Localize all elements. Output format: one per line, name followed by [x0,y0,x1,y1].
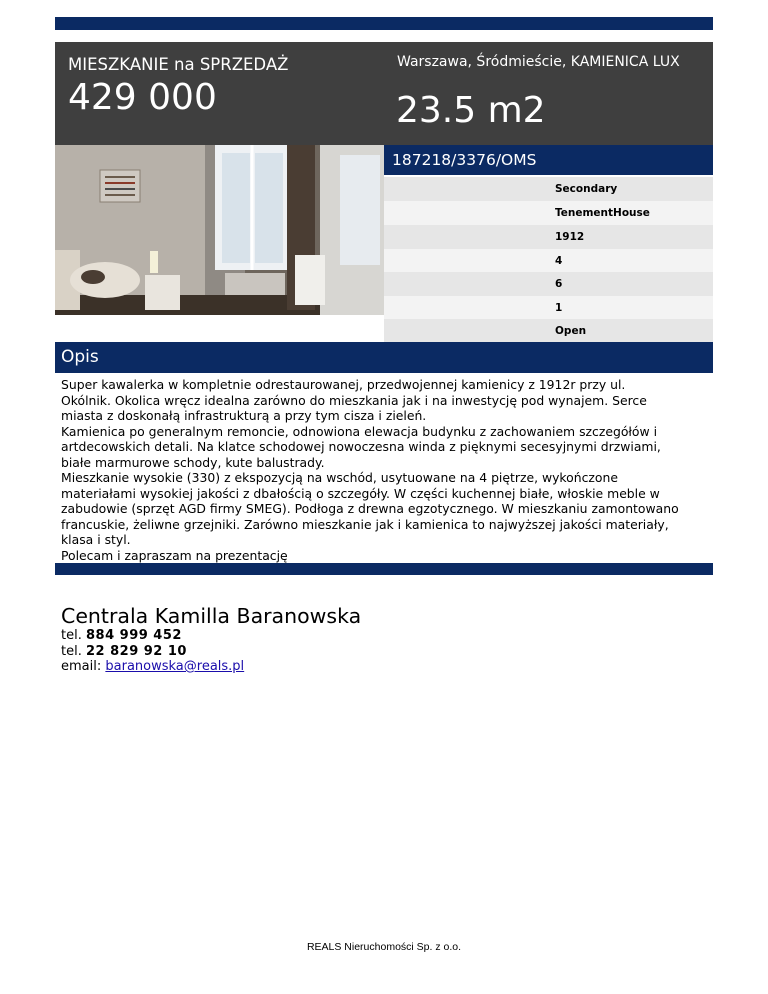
top-accent-bar [55,17,713,30]
contact-name: Centrala Kamilla Baranowska [61,604,362,628]
property-value: 4 [555,255,563,267]
description-line: Mieszkanie wysokie (330) z ekspozycją na wschód, usytuowane na 4 piętrze, wykończone [61,470,618,485]
email-link[interactable]: baranowska@reals.pl [105,659,245,674]
tel-label: tel. [61,643,82,659]
header-offer-panel [55,42,384,145]
description-line: Super kawalerka w kompletnie odrestaurowanej, przedwojennej kamienicy z 1912r przy ul. [61,377,626,392]
phone-line-1 [61,628,361,644]
listing-id-bar [384,145,713,175]
description-line: materiałami wysokiej jakości z dbałością o szczegóły. W części kuchennej białe, włoskie meble w [61,485,660,501]
description-line: artdecowskich detali. Na klatce schodowej nowoczesna winda z pięknymi secesyjnymi drzwiami, [61,439,661,454]
property-value: TenementHouse [555,207,650,219]
description-line: zabudowie (sprzęt AGD firmy SMEG). Podłoga z drewna egzotycznego. W mieszkaniu zamontowano [61,501,679,516]
tel-label: tel. [61,628,82,643]
property-value: 1 [555,302,563,314]
description-line: francuskie, żeliwne grzejniki. Zarówno mieszkanie jak i kamienica to najwyższej jakości materiały, [61,516,669,532]
phone-line-2 [61,644,361,660]
property-row [384,249,713,273]
contact-block [61,604,361,675]
property-row [384,177,713,201]
property-value: Secondary [555,183,618,195]
footer-company: REALS Nieruchomości Sp. z o.o. [306,941,462,953]
price: 429 000 [68,77,217,118]
area: 23.5 m2 [396,90,546,131]
email-line [61,659,361,675]
section-divider-bar [55,563,713,575]
description-line: Kamienica po generalnym remoncie, odnowiona elewacja budynku z zachowaniem szczegółów i [61,423,658,439]
offer-type: MIESZKANIE na SPRZEDAŻ [68,55,289,74]
apartment-photo [55,145,384,315]
description-text [61,377,711,563]
property-row [384,201,713,225]
description-line: klasa i styl. [61,532,131,547]
property-value: 6 [555,278,563,290]
phone-number[interactable]: 22 829 92 10 [85,643,187,659]
property-value: Open [555,325,587,337]
property-row [384,225,713,249]
property-row [384,319,713,343]
property-row [384,296,713,320]
description-heading-bar [55,342,713,373]
listing-id: 187218/3376/OMS [392,151,537,169]
header-location-panel [384,42,713,145]
description-line: miasta z doskonałą infrastrukturą a przy tym cisza i zieleń. [61,408,427,423]
description-line: białe marmurowe schody, kute balustrady. [61,454,325,470]
description-heading: Opis [61,347,99,367]
phone-number[interactable]: 884 999 452 [85,628,182,643]
location: Warszawa, Śródmieście, KAMIENICA LUX [397,54,680,70]
description-line: Polecam i zapraszam na prezentację [61,547,288,563]
property-value: 1912 [555,231,585,243]
email-label: email: [61,659,102,674]
property-row [384,272,713,296]
description-line: Okólnik. Okolica wręcz idealna zarówno do mieszkania jak i na inwestycję pod wynajem. Serce [61,392,647,408]
